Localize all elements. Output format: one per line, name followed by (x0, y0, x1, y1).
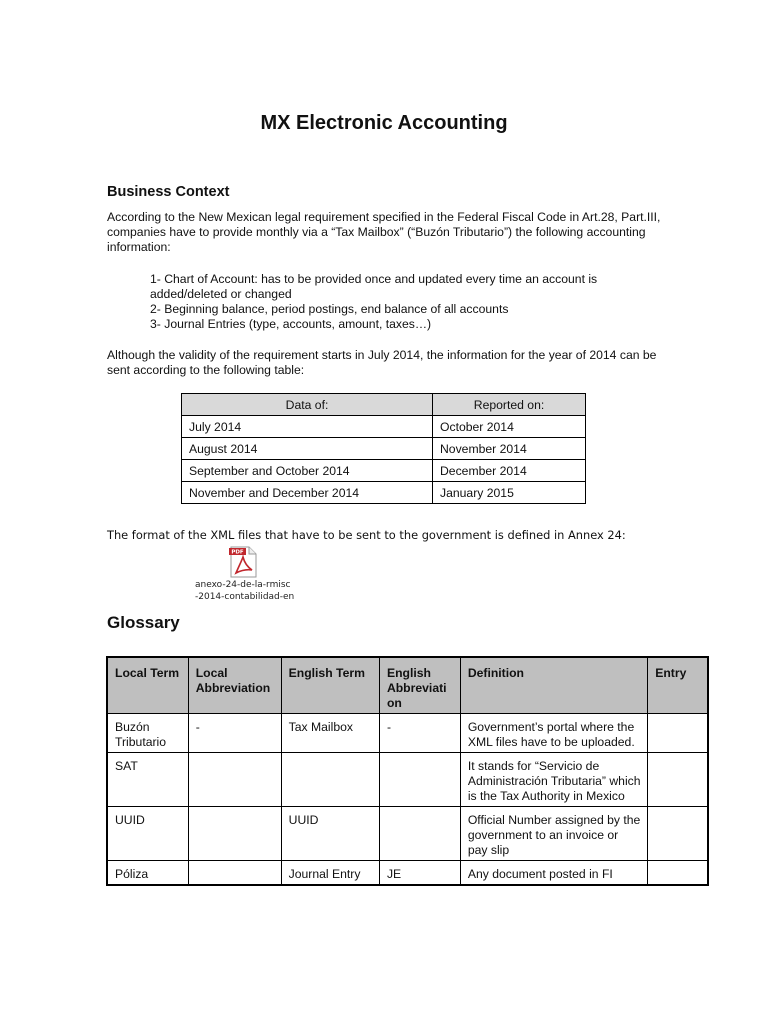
schedule-table (181, 393, 586, 504)
attachment-filename-line: -2014-contabilidad-en (195, 592, 295, 602)
table-cell: Póliza (107, 861, 188, 886)
list-item: 2- Beginning balance, period postings, end balance of all accounts (150, 302, 509, 316)
list-item: 1- Chart of Account: has to be provided once and updated every time an account is added/deleted or changed (150, 272, 598, 301)
table-row (182, 416, 586, 438)
table-row (107, 807, 708, 861)
table-cell: December 2014 (433, 460, 586, 482)
table-row (107, 714, 708, 753)
requirements-list (150, 272, 620, 332)
table-cell (188, 807, 281, 861)
table-cell: JE (379, 861, 460, 886)
header-data-of: Data of: (182, 394, 433, 416)
table-cell: Official Number assigned by the government to an invoice or pay slip (460, 807, 647, 861)
table-cell: It stands for “Servicio de Administración Tributaria” which is the Tax Authority in Mexico (460, 753, 647, 807)
business-context-heading: Business Context (107, 184, 230, 200)
table-cell (188, 861, 281, 886)
table-row (182, 460, 586, 482)
table-cell: October 2014 (433, 416, 586, 438)
pdf-icon[interactable] (228, 546, 258, 578)
header-entry: Entry (648, 657, 708, 714)
table-cell (281, 753, 379, 807)
table-cell: November and December 2014 (182, 482, 433, 504)
pdf-badge-text: PDF (231, 549, 244, 556)
table-cell (379, 807, 460, 861)
table-cell: November 2014 (433, 438, 586, 460)
header-definition: Definition (460, 657, 647, 714)
header-english-term: English Term (281, 657, 379, 714)
table-cell: UUID (107, 807, 188, 861)
table-cell: Government’s portal where the XML files have to be uploaded. (460, 714, 647, 753)
table-cell: August 2014 (182, 438, 433, 460)
table-cell: - (379, 714, 460, 753)
table-cell: Journal Entry (281, 861, 379, 886)
header-local-term: Local Term (107, 657, 188, 714)
table-cell (648, 861, 708, 886)
table-row (107, 861, 708, 886)
table-cell: UUID (281, 807, 379, 861)
xml-format-note: The format of the XML files that have to be sent to the government is defined in Annex 24: (107, 528, 626, 542)
validity-paragraph: Although the validity of the requirement starts in July 2014, the information for the year of 2014 can be sent according to the following table: (107, 348, 657, 377)
table-row (182, 482, 586, 504)
table-header-row (107, 657, 708, 714)
glossary-table (106, 656, 709, 886)
attachment-filename-line: anexo-24-de-la-rmisc (195, 580, 291, 590)
header-english-abbreviation: English Abbreviati on (379, 657, 460, 714)
glossary-heading: Glossary (107, 613, 180, 632)
table-cell: - (188, 714, 281, 753)
table-cell: Tax Mailbox (281, 714, 379, 753)
table-cell: SAT (107, 753, 188, 807)
table-cell (648, 753, 708, 807)
table-cell (379, 753, 460, 807)
table-cell: Buzón Tributario (107, 714, 188, 753)
table-cell (648, 807, 708, 861)
header-local-abbreviation: Local Abbreviation (188, 657, 281, 714)
document-title: MX Electronic Accounting (260, 112, 508, 134)
attachment-filename[interactable] (195, 579, 300, 603)
list-item: 3- Journal Entries (type, accounts, amount, taxes…) (150, 317, 432, 331)
intro-paragraph: According to the New Mexican legal requirement specified in the Federal Fiscal Code in Art.28, Part.III, companies have to provide monthly via a “Tax Mailbox” (“Buzón Tributario”) the following accounting information: (107, 210, 661, 254)
table-row (107, 753, 708, 807)
table-cell: January 2015 (433, 482, 586, 504)
table-cell: September and October 2014 (182, 460, 433, 482)
table-cell (188, 753, 281, 807)
table-cell: July 2014 (182, 416, 433, 438)
table-row (182, 438, 586, 460)
table-cell (648, 714, 708, 753)
table-header-row (182, 394, 586, 416)
header-reported-on: Reported on: (433, 394, 586, 416)
table-cell: Any document posted in FI (460, 861, 647, 886)
